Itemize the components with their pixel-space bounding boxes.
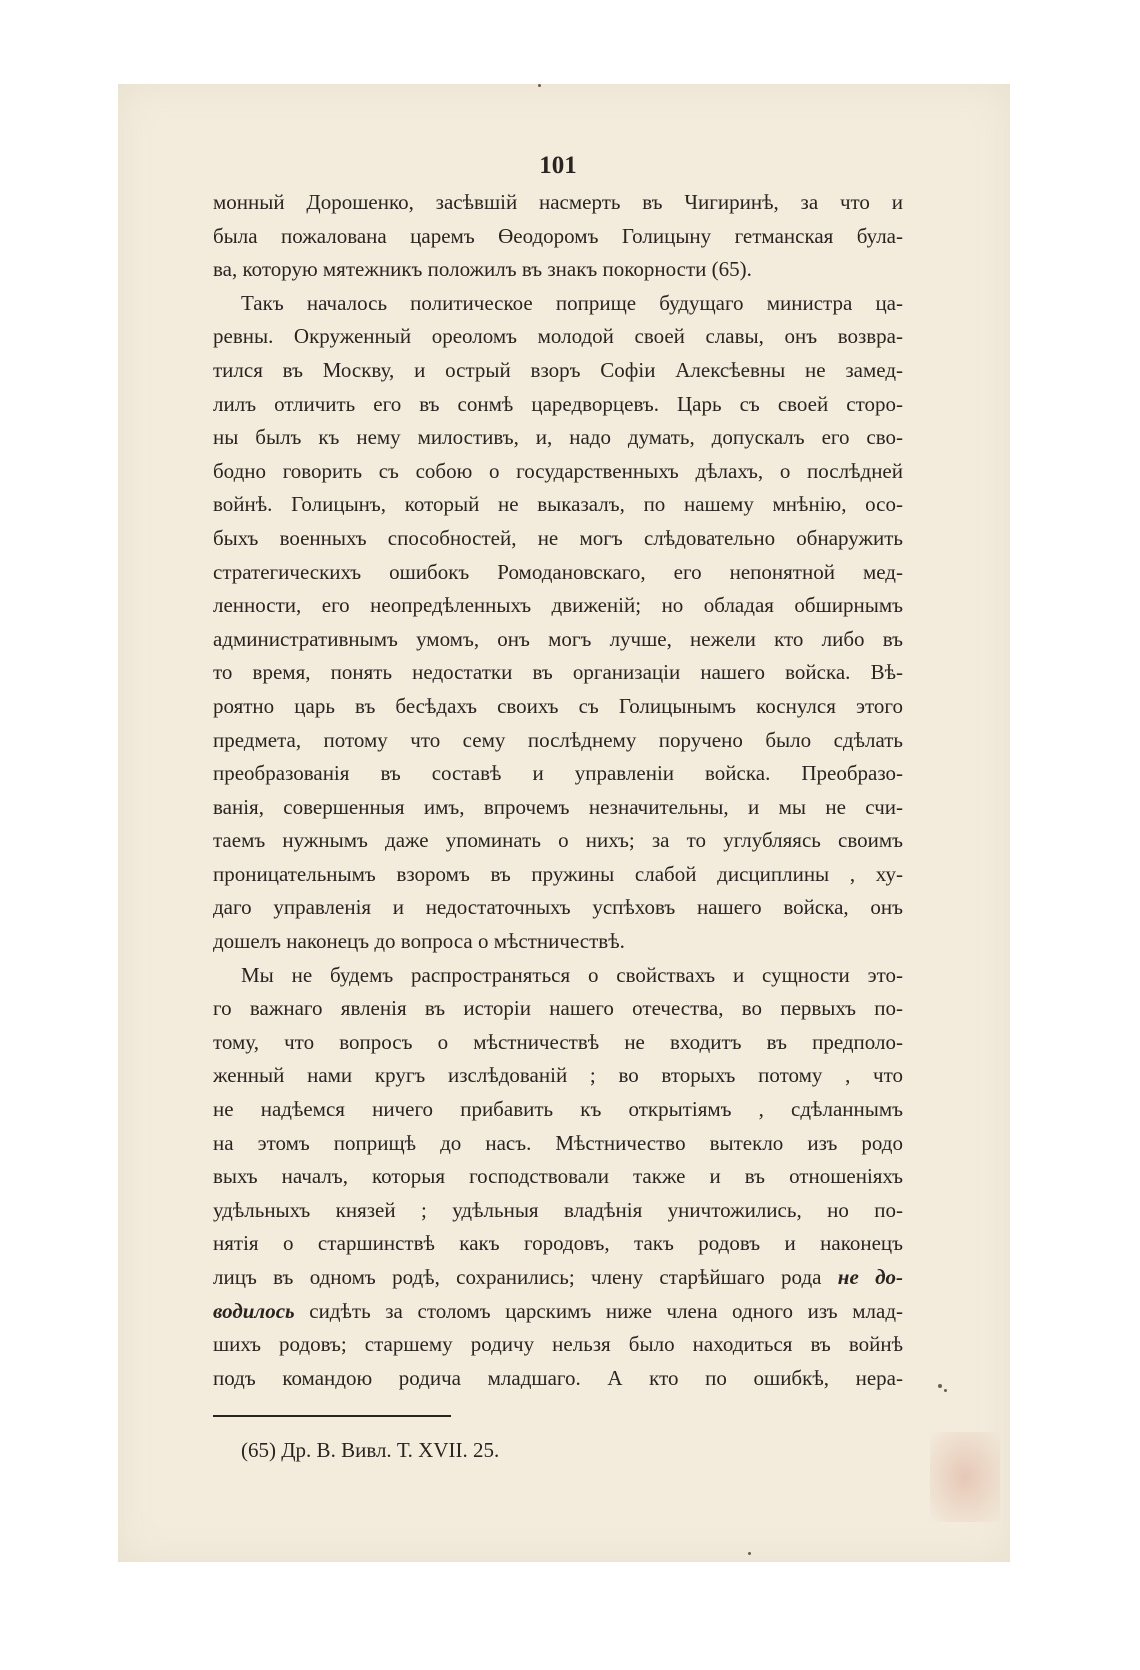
line-text: лицъ въ одномъ родѣ, сохранились; члену старѣйшаго рода: [213, 1265, 822, 1289]
text-line: Такъ началось политическое поприще будущаго министра ца-: [241, 290, 903, 315]
text-line: быхъ военныхъ способностей, не могъ слѣдовательно обнаружить: [213, 525, 903, 550]
text-line: преобразованiя въ составѣ и управленiи войска. Преобразо-: [213, 761, 903, 786]
ink-speck: [944, 1389, 947, 1392]
scanned-page: [118, 84, 1010, 1562]
text-line: удѣльныхъ князей ; удѣльныя владѣнiя уничтожились, но по-: [213, 1197, 903, 1222]
page-body: [213, 146, 903, 1465]
text-line: лилъ отличить его въ сонмѣ царедворцевъ. Царь съ своей сторо-: [213, 391, 903, 416]
text-line: ванiя, совершенныя имъ, впрочемъ незначительны, и мы не счи-: [213, 794, 903, 819]
text-line: то время, понять недостатки въ организацiи нашего войска. Вѣ-: [213, 660, 903, 685]
text-line: на этомъ поприщѣ до насъ. Мѣстничество вытекло изъ родо: [213, 1130, 903, 1155]
text-line: женный нами кругъ изслѣдованiй ; во вторыхъ потому , что: [213, 1063, 903, 1088]
text-line: ревны. Окруженный ореоломъ молодой своей славы, онъ возвра-: [213, 324, 903, 349]
emphasis-text: водилось: [213, 1298, 295, 1323]
text-line: выхъ началъ, которыя господствовали также и въ отношенiяхъ: [213, 1164, 903, 1189]
paper-stain: [930, 1432, 1000, 1522]
text-line: монный Дорошенко, засѣвшiй насмерть въ Чигиринѣ, за что и: [213, 190, 903, 214]
text-line: го важнаго явленiя въ исторiи нашего отечества, во первыхъ по-: [213, 996, 903, 1021]
text-line: ва, которую мятежникъ положилъ въ знакъ покорности (65).: [213, 257, 752, 282]
text-line: не надѣемся ничего прибавить къ открытiямъ , сдѣланнымъ: [213, 1097, 903, 1122]
text-line: шихъ родовъ; старшему родичу нельзя было находиться въ войнѣ: [213, 1332, 903, 1357]
text-line: [213, 1261, 903, 1295]
text-line: даго управленiя и недостаточныхъ успѣховъ нашего войска, онъ: [213, 895, 903, 920]
text-line: тому, что вопросъ о мѣстничествѣ не входитъ въ предполо-: [213, 1029, 903, 1054]
text-line: административнымъ умомъ, онъ могъ лучше, нежели кто либо въ: [213, 626, 903, 651]
main-text: [213, 186, 903, 1395]
emphasis-text: не до-: [837, 1265, 903, 1289]
text-line: нятiя о старшинствѣ какъ городовъ, такъ родовъ и наконецъ: [213, 1231, 903, 1256]
footnote: (65) Др. В. Вивл. Т. XVII. 25.: [241, 1438, 500, 1463]
ink-speck: [538, 84, 541, 87]
text-line: проницательнымъ взоромъ въ пружины слабой дисциплины , ху-: [213, 861, 903, 886]
ink-speck: [938, 1384, 942, 1388]
page-number: 101: [539, 152, 577, 179]
text-line: дошелъ наконецъ до вопроса о мѣстничествѣ.: [213, 929, 625, 954]
text-line: войнѣ. Голицынъ, который не выказалъ, по нашему мнѣнiю, осо-: [213, 492, 903, 517]
text-line: подъ командою родича младшаго. А кто по ошибкѣ, нера-: [213, 1365, 903, 1390]
text-line: таемъ нужнымъ даже упоминать о нихъ; за то углубляясь своимъ: [213, 828, 903, 853]
text-line: тился въ Москву, и острый взоръ Софiи Алексѣевны не замед-: [213, 357, 903, 382]
text-line: стратегическихъ ошибокъ Ромодановскаго, его непонятной мед-: [213, 559, 903, 584]
text-line: ленности, его неопредѣленныхъ движенiй; но обладая обширнымъ: [213, 593, 903, 618]
footnote-divider: [213, 1415, 451, 1417]
line-text: сидѣть за столомъ царскимъ ниже члена одного изъ млад-: [309, 1298, 903, 1323]
text-line: ны былъ къ нему милостивъ, и, надо думать, допускалъ его сво-: [213, 425, 903, 450]
text-line: бодно говорить съ собою о государственныхъ дѣлахъ, о послѣдней: [213, 458, 903, 483]
text-line: роятно царь въ бесѣдахъ своихъ съ Голицынымъ коснулся этого: [213, 693, 903, 718]
ink-speck: [748, 1552, 751, 1555]
text-line: [213, 1295, 903, 1329]
text-line: предмета, потому что сему послѣднему поручено было сдѣлать: [213, 727, 903, 752]
text-line: Мы не будемъ распространяться о свойствахъ и сущности это-: [241, 962, 903, 987]
text-line: была пожалована царемъ Өеодоромъ Голицыну гетманская була-: [213, 223, 903, 248]
